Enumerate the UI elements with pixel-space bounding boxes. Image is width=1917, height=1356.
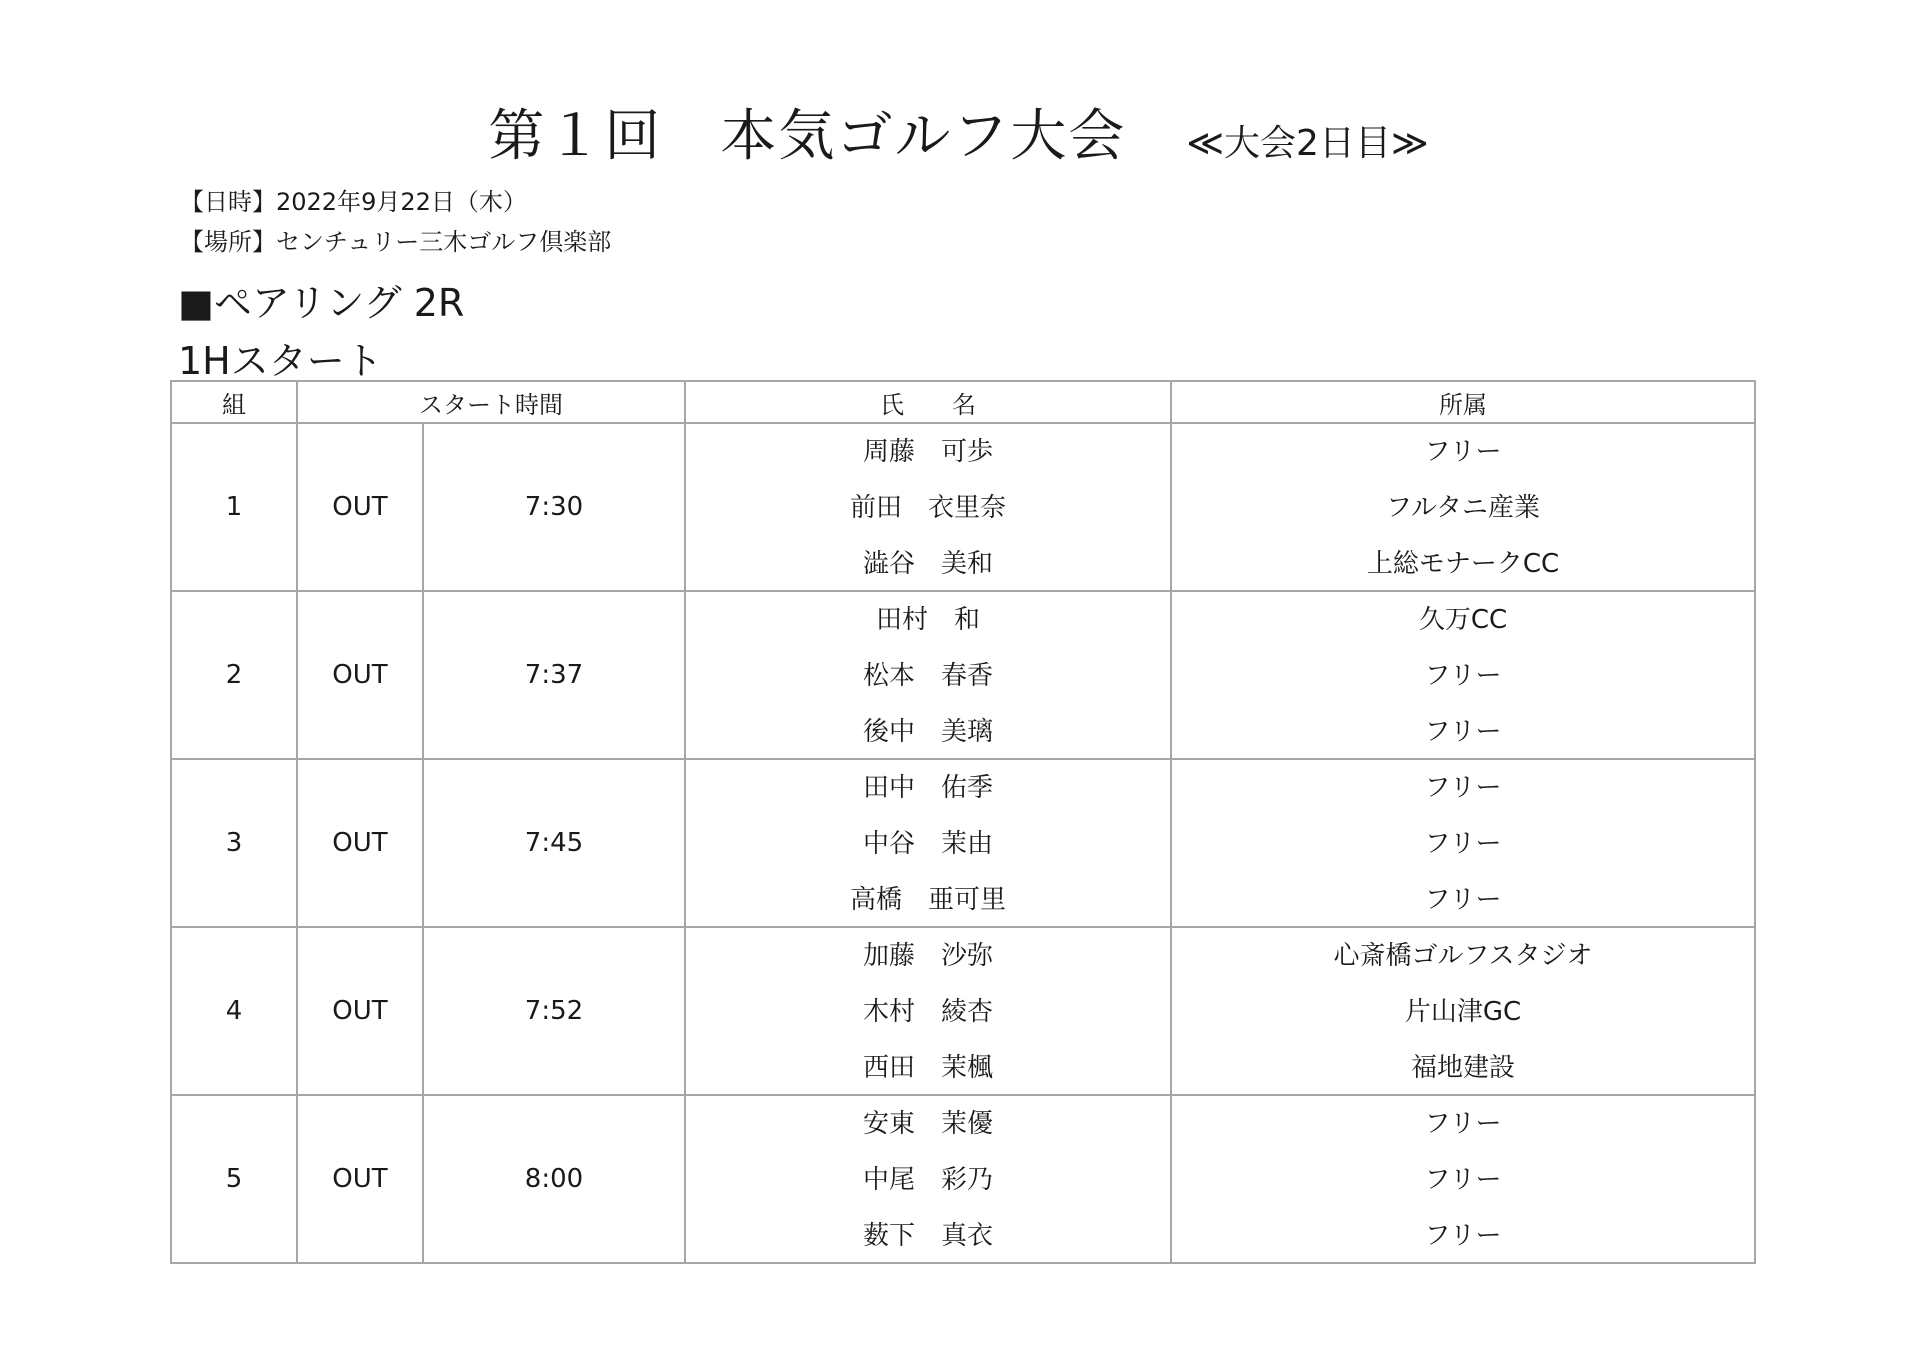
tee-time: 7:52 [423, 927, 685, 1095]
player-name: 西田 茉楓 [862, 1053, 993, 1083]
column-header-affiliation: 所属 [1171, 381, 1755, 423]
tee-time: 8:00 [423, 1095, 685, 1263]
player-name: 安東 茉優 [862, 1109, 993, 1139]
course-label: OUT [297, 423, 423, 591]
page-subtitle: ≪大会2日目≫ [1186, 123, 1429, 164]
tee-time: 7:45 [423, 759, 685, 927]
column-header-start-time: スタート時間 [297, 381, 685, 423]
player-name: 田村 和 [875, 605, 980, 635]
player-name: 田中 佑季 [862, 773, 993, 803]
player-name: 中谷 茉由 [862, 829, 993, 859]
player-affiliation: フリー [1424, 661, 1502, 691]
player-names [685, 759, 1171, 927]
event-place: 【場所】センチュリー三木ゴルフ倶楽部 [180, 228, 612, 256]
player-name: 澁谷 美和 [862, 549, 993, 579]
player-names [685, 927, 1171, 1095]
player-affiliation: フリー [1424, 829, 1502, 859]
player-affiliation: フリー [1424, 1221, 1502, 1251]
player-affiliation: 上総モナークCC [1366, 549, 1560, 579]
player-affiliation: フリー [1424, 1109, 1502, 1139]
player-name: 松本 春香 [862, 661, 993, 691]
player-name: 薮下 真衣 [862, 1221, 993, 1251]
player-names [685, 423, 1171, 591]
player-affiliation: 久万CC [1418, 605, 1508, 635]
player-affiliation: 片山津GC [1404, 997, 1522, 1027]
course-label: OUT [297, 591, 423, 759]
page-title: 第１回 本気ゴルフ大会 [488, 104, 1127, 169]
player-name: 加藤 沙弥 [862, 941, 993, 971]
player-affiliations [1171, 927, 1755, 1095]
player-name: 高橋 亜可里 [849, 885, 1006, 915]
player-affiliation: フリー [1424, 437, 1502, 467]
player-affiliation: 福地建設 [1410, 1053, 1515, 1083]
table-row [171, 1095, 1755, 1263]
player-names [685, 1095, 1171, 1263]
player-name: 周藤 可歩 [862, 437, 993, 467]
tee-time: 7:37 [423, 591, 685, 759]
table-header-row [171, 381, 1755, 423]
player-affiliation: フルタニ産業 [1386, 493, 1540, 523]
player-affiliation: フリー [1424, 773, 1502, 803]
player-name: 木村 綾杏 [862, 997, 993, 1027]
table-row [171, 927, 1755, 1095]
group-number: 1 [171, 423, 297, 591]
course-label: OUT [297, 1095, 423, 1263]
player-affiliations [1171, 591, 1755, 759]
section-title: ■ペアリング 2R [178, 281, 465, 325]
table-row [171, 591, 1755, 759]
event-date: 【日時】2022年9月22日（木） [180, 188, 527, 216]
player-affiliations [1171, 759, 1755, 927]
column-header-group: 組 [171, 381, 297, 423]
player-affiliation: フリー [1424, 1165, 1502, 1195]
player-affiliations [1171, 1095, 1755, 1263]
player-affiliation: 心斎橋ゴルフスタジオ [1333, 941, 1593, 971]
group-number: 3 [171, 759, 297, 927]
group-number: 2 [171, 591, 297, 759]
pairing-table [170, 380, 1756, 1264]
group-number: 5 [171, 1095, 297, 1263]
start-label: 1Hスタート [178, 339, 383, 383]
group-number: 4 [171, 927, 297, 1095]
player-affiliation: フリー [1424, 885, 1502, 915]
player-name: 前田 衣里奈 [849, 493, 1006, 523]
table-row [171, 423, 1755, 591]
course-label: OUT [297, 759, 423, 927]
player-affiliations [1171, 423, 1755, 591]
table-row [171, 759, 1755, 927]
player-affiliation: フリー [1424, 717, 1502, 747]
player-name: 中尾 彩乃 [862, 1165, 993, 1195]
course-label: OUT [297, 927, 423, 1095]
tee-time: 7:30 [423, 423, 685, 591]
player-names [685, 591, 1171, 759]
column-header-name: 氏 名 [685, 381, 1171, 423]
player-name: 後中 美璃 [862, 717, 993, 747]
title-row [0, 92, 1917, 172]
